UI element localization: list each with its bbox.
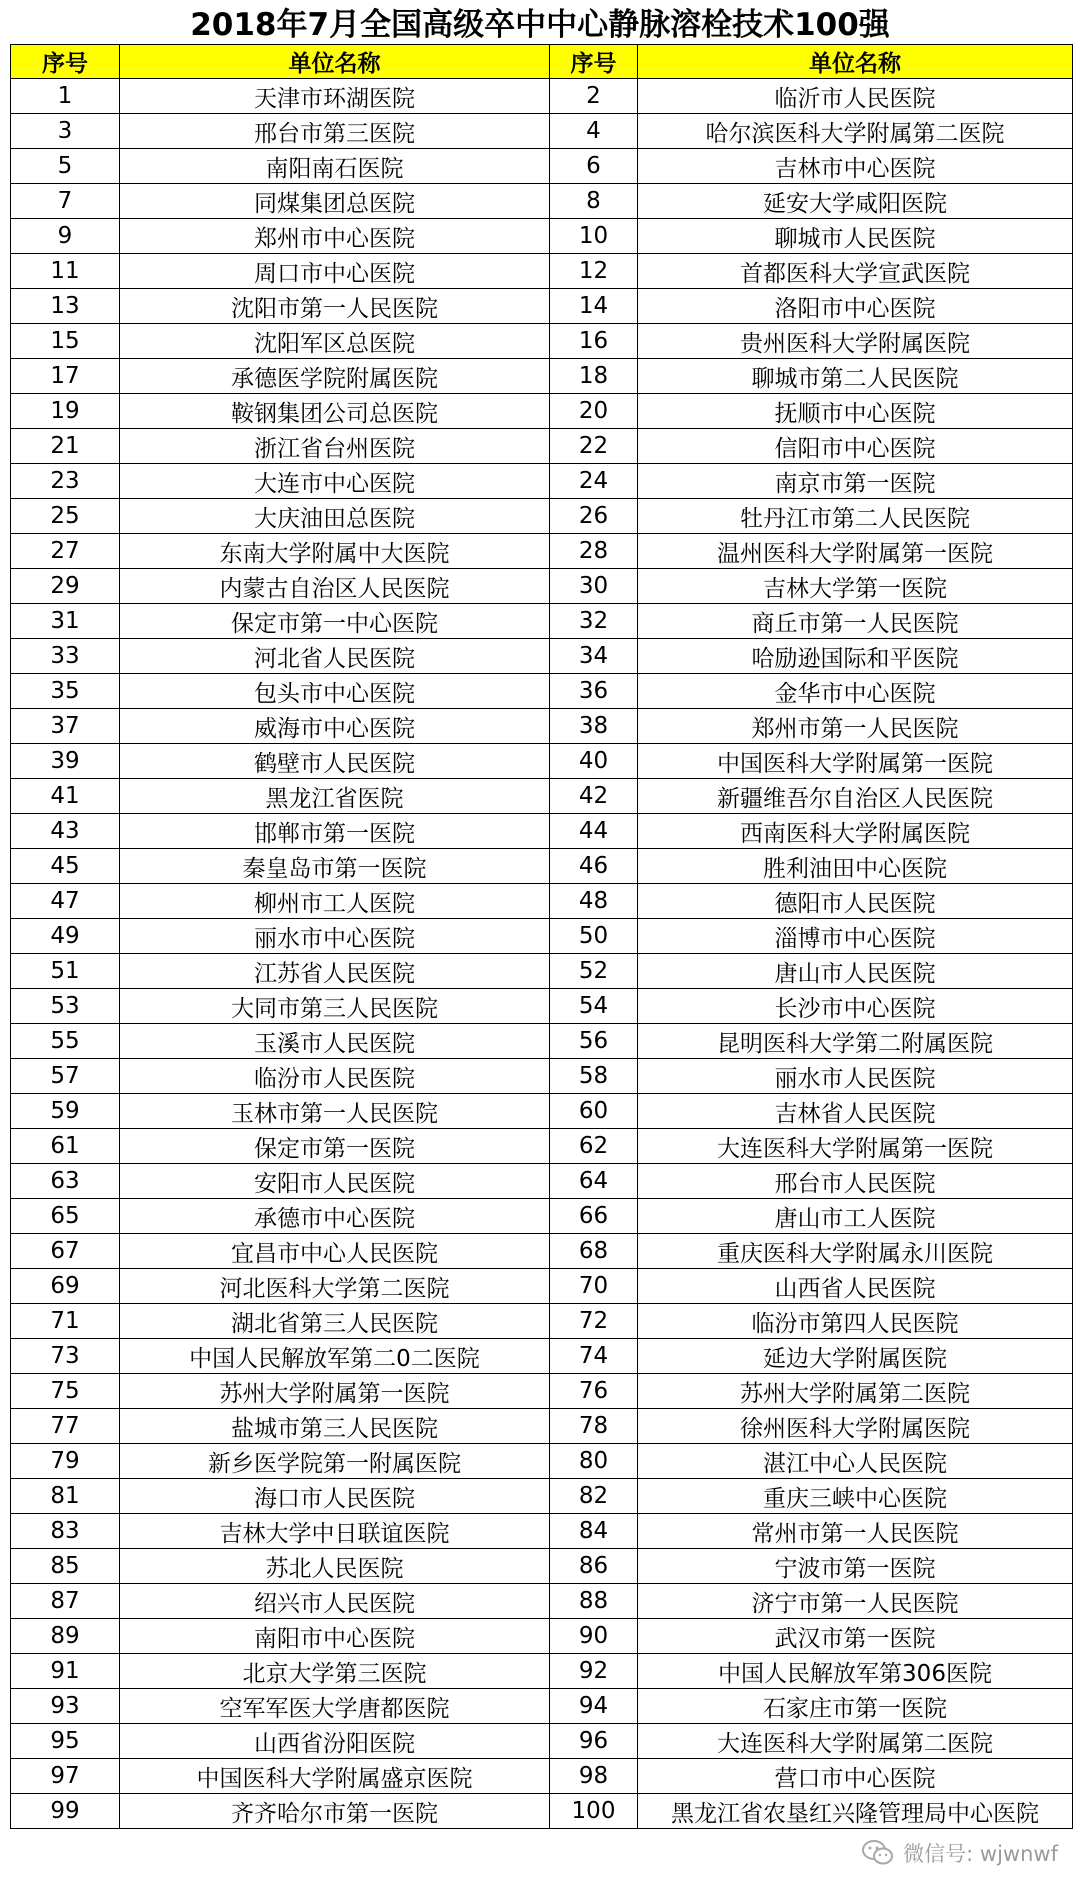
rank-cell: 53	[11, 989, 120, 1024]
hospital-name-cell: 金华市中心医院	[638, 674, 1073, 709]
rank-cell: 70	[550, 1269, 638, 1304]
rank-cell: 97	[11, 1759, 120, 1794]
hospital-name-cell: 济宁市第一人民医院	[638, 1584, 1073, 1619]
rank-cell: 35	[11, 674, 120, 709]
hospital-name-cell: 温州医科大学附属第一医院	[638, 534, 1073, 569]
rank-cell: 68	[550, 1234, 638, 1269]
hospital-name-cell: 西南医科大学附属医院	[638, 814, 1073, 849]
hospital-name-cell: 齐齐哈尔市第一医院	[120, 1794, 550, 1829]
hospital-name-cell: 黑龙江省农垦红兴隆管理局中心医院	[638, 1794, 1073, 1829]
hospital-name-cell: 中国人民解放军第306医院	[638, 1654, 1073, 1689]
hospital-name-cell: 抚顺市中心医院	[638, 394, 1073, 429]
rank-cell: 94	[550, 1689, 638, 1724]
rank-cell: 1	[11, 79, 120, 114]
rank-cell: 52	[550, 954, 638, 989]
rank-cell: 64	[550, 1164, 638, 1199]
table-row	[11, 1374, 1073, 1409]
hospital-name-cell: 海口市人民医院	[120, 1479, 550, 1514]
table-row	[11, 849, 1073, 884]
hospital-name-cell: 大连医科大学附属第二医院	[638, 1724, 1073, 1759]
rank-cell: 87	[11, 1584, 120, 1619]
rank-cell: 56	[550, 1024, 638, 1059]
table-row	[11, 1689, 1073, 1724]
hospital-name-cell: 中国医科大学附属第一医院	[638, 744, 1073, 779]
hospital-name-cell: 哈励逊国际和平医院	[638, 639, 1073, 674]
table-row	[11, 1444, 1073, 1479]
table-row	[11, 1514, 1073, 1549]
header-rank-right: 序号	[550, 45, 638, 79]
hospital-name-cell: 承德市中心医院	[120, 1199, 550, 1234]
hospital-name-cell: 鹤壁市人民医院	[120, 744, 550, 779]
rank-cell: 85	[11, 1549, 120, 1584]
ranking-table	[10, 44, 1073, 1829]
hospital-name-cell: 胜利油田中心医院	[638, 849, 1073, 884]
rank-cell: 11	[11, 254, 120, 289]
hospital-name-cell: 信阳市中心医院	[638, 429, 1073, 464]
hospital-name-cell: 山西省人民医院	[638, 1269, 1073, 1304]
hospital-name-cell: 秦皇岛市第一医院	[120, 849, 550, 884]
rank-cell: 24	[550, 464, 638, 499]
header-rank-left: 序号	[11, 45, 120, 79]
table-row	[11, 1794, 1073, 1829]
hospital-name-cell: 吉林市中心医院	[638, 149, 1073, 184]
hospital-name-cell: 聊城市第二人民医院	[638, 359, 1073, 394]
table-row	[11, 639, 1073, 674]
table-row	[11, 814, 1073, 849]
header-name-left: 单位名称	[120, 45, 550, 79]
table-row	[11, 569, 1073, 604]
table-row	[11, 1269, 1073, 1304]
rank-cell: 96	[550, 1724, 638, 1759]
table-row	[11, 954, 1073, 989]
wechat-icon	[861, 1839, 895, 1867]
rank-cell: 15	[11, 324, 120, 359]
hospital-name-cell: 邢台市人民医院	[638, 1164, 1073, 1199]
table-row	[11, 114, 1073, 149]
hospital-name-cell: 威海市中心医院	[120, 709, 550, 744]
table-row	[11, 499, 1073, 534]
hospital-name-cell: 北京大学第三医院	[120, 1654, 550, 1689]
hospital-name-cell: 安阳市人民医院	[120, 1164, 550, 1199]
rank-cell: 55	[11, 1024, 120, 1059]
rank-cell: 95	[11, 1724, 120, 1759]
table-row	[11, 989, 1073, 1024]
rank-cell: 49	[11, 919, 120, 954]
rank-cell: 54	[550, 989, 638, 1024]
watermark-text: 微信号: wjwnwf	[903, 1842, 1058, 1866]
rank-cell: 4	[550, 114, 638, 149]
rank-cell: 46	[550, 849, 638, 884]
hospital-name-cell: 长沙市中心医院	[638, 989, 1073, 1024]
rank-cell: 43	[11, 814, 120, 849]
hospital-name-cell: 昆明医科大学第二附属医院	[638, 1024, 1073, 1059]
hospital-name-cell: 郑州市中心医院	[120, 219, 550, 254]
table-row	[11, 1024, 1073, 1059]
hospital-name-cell: 南京市第一医院	[638, 464, 1073, 499]
table-row	[11, 1619, 1073, 1654]
rank-cell: 19	[11, 394, 120, 429]
hospital-name-cell: 黑龙江省医院	[120, 779, 550, 814]
hospital-name-cell: 常州市第一人民医院	[638, 1514, 1073, 1549]
rank-cell: 2	[550, 79, 638, 114]
rank-cell: 76	[550, 1374, 638, 1409]
table-body	[11, 79, 1073, 1829]
rank-cell: 28	[550, 534, 638, 569]
hospital-name-cell: 空军军医大学唐都医院	[120, 1689, 550, 1724]
rank-cell: 86	[550, 1549, 638, 1584]
rank-cell: 75	[11, 1374, 120, 1409]
hospital-name-cell: 柳州市工人医院	[120, 884, 550, 919]
rank-cell: 60	[550, 1094, 638, 1129]
hospital-name-cell: 江苏省人民医院	[120, 954, 550, 989]
page-title: 2018年7月全国高级卒中中心静脉溶栓技术100强	[190, 7, 890, 43]
hospital-name-cell: 鞍钢集团公司总医院	[120, 394, 550, 429]
rank-cell: 90	[550, 1619, 638, 1654]
hospital-name-cell: 天津市环湖医院	[120, 79, 550, 114]
rank-cell: 14	[550, 289, 638, 324]
hospital-name-cell: 沈阳军区总医院	[120, 324, 550, 359]
hospital-name-cell: 大同市第三人民医院	[120, 989, 550, 1024]
table-row	[11, 1094, 1073, 1129]
table-row	[11, 254, 1073, 289]
table-header-row	[11, 45, 1073, 79]
table-row	[11, 919, 1073, 954]
hospital-name-cell: 苏北人民医院	[120, 1549, 550, 1584]
rank-cell: 5	[11, 149, 120, 184]
rank-cell: 69	[11, 1269, 120, 1304]
rank-cell: 98	[550, 1759, 638, 1794]
table-row	[11, 884, 1073, 919]
rank-cell: 31	[11, 604, 120, 639]
rank-cell: 57	[11, 1059, 120, 1094]
rank-cell: 74	[550, 1339, 638, 1374]
table-row	[11, 1164, 1073, 1199]
hospital-name-cell: 绍兴市人民医院	[120, 1584, 550, 1619]
hospital-name-cell: 宁波市第一医院	[638, 1549, 1073, 1584]
rank-cell: 44	[550, 814, 638, 849]
rank-cell: 50	[550, 919, 638, 954]
hospital-name-cell: 湛江中心人民医院	[638, 1444, 1073, 1479]
rank-cell: 7	[11, 184, 120, 219]
table-row	[11, 674, 1073, 709]
table-row	[11, 604, 1073, 639]
rank-cell: 16	[550, 324, 638, 359]
table-row	[11, 184, 1073, 219]
table-row	[11, 1724, 1073, 1759]
rank-cell: 9	[11, 219, 120, 254]
rank-cell: 37	[11, 709, 120, 744]
rank-cell: 40	[550, 744, 638, 779]
table-row	[11, 1549, 1073, 1584]
hospital-name-cell: 牡丹江市第二人民医院	[638, 499, 1073, 534]
hospital-name-cell: 包头市中心医院	[120, 674, 550, 709]
rank-cell: 51	[11, 954, 120, 989]
rank-cell: 26	[550, 499, 638, 534]
hospital-name-cell: 玉溪市人民医院	[120, 1024, 550, 1059]
rank-cell: 47	[11, 884, 120, 919]
rank-cell: 22	[550, 429, 638, 464]
hospital-name-cell: 武汉市第一医院	[638, 1619, 1073, 1654]
rank-cell: 32	[550, 604, 638, 639]
hospital-name-cell: 吉林省人民医院	[638, 1094, 1073, 1129]
rank-cell: 62	[550, 1129, 638, 1164]
rank-cell: 93	[11, 1689, 120, 1724]
table-row	[11, 1759, 1073, 1794]
table-row	[11, 1409, 1073, 1444]
hospital-name-cell: 湖北省第三人民医院	[120, 1304, 550, 1339]
hospital-name-cell: 内蒙古自治区人民医院	[120, 569, 550, 604]
hospital-name-cell: 吉林大学第一医院	[638, 569, 1073, 604]
hospital-name-cell: 东南大学附属中大医院	[120, 534, 550, 569]
rank-cell: 33	[11, 639, 120, 674]
rank-cell: 30	[550, 569, 638, 604]
rank-cell: 81	[11, 1479, 120, 1514]
hospital-name-cell: 延边大学附属医院	[638, 1339, 1073, 1374]
table-row	[11, 359, 1073, 394]
rank-cell: 21	[11, 429, 120, 464]
hospital-name-cell: 首都医科大学宣武医院	[638, 254, 1073, 289]
hospital-name-cell: 徐州医科大学附属医院	[638, 1409, 1073, 1444]
rank-cell: 58	[550, 1059, 638, 1094]
rank-cell: 83	[11, 1514, 120, 1549]
hospital-name-cell: 河北医科大学第二医院	[120, 1269, 550, 1304]
table-row	[11, 219, 1073, 254]
table-row	[11, 1479, 1073, 1514]
table-row	[11, 1584, 1073, 1619]
hospital-name-cell: 哈尔滨医科大学附属第二医院	[638, 114, 1073, 149]
hospital-name-cell: 浙江省台州医院	[120, 429, 550, 464]
hospital-name-cell: 商丘市第一人民医院	[638, 604, 1073, 639]
hospital-name-cell: 贵州医科大学附属医院	[638, 324, 1073, 359]
rank-cell: 34	[550, 639, 638, 674]
hospital-name-cell: 吉林大学中日联谊医院	[120, 1514, 550, 1549]
hospital-name-cell: 临汾市人民医院	[120, 1059, 550, 1094]
rank-cell: 77	[11, 1409, 120, 1444]
hospital-name-cell: 唐山市工人医院	[638, 1199, 1073, 1234]
rank-cell: 8	[550, 184, 638, 219]
hospital-name-cell: 大连市中心医院	[120, 464, 550, 499]
hospital-name-cell: 唐山市人民医院	[638, 954, 1073, 989]
rank-cell: 27	[11, 534, 120, 569]
rank-cell: 48	[550, 884, 638, 919]
table-row	[11, 1234, 1073, 1269]
hospital-name-cell: 大庆油田总医院	[120, 499, 550, 534]
rank-cell: 72	[550, 1304, 638, 1339]
hospital-name-cell: 沈阳市第一人民医院	[120, 289, 550, 324]
hospital-name-cell: 洛阳市中心医院	[638, 289, 1073, 324]
hospital-name-cell: 重庆医科大学附属永川医院	[638, 1234, 1073, 1269]
hospital-name-cell: 临沂市人民医院	[638, 79, 1073, 114]
rank-cell: 6	[550, 149, 638, 184]
hospital-name-cell: 淄博市中心医院	[638, 919, 1073, 954]
hospital-name-cell: 同煤集团总医院	[120, 184, 550, 219]
hospital-name-cell: 宜昌市中心人民医院	[120, 1234, 550, 1269]
rank-cell: 82	[550, 1479, 638, 1514]
table-row	[11, 1199, 1073, 1234]
rank-cell: 61	[11, 1129, 120, 1164]
hospital-name-cell: 玉林市第一人民医院	[120, 1094, 550, 1129]
rank-cell: 65	[11, 1199, 120, 1234]
rank-cell: 10	[550, 219, 638, 254]
hospital-name-cell: 苏州大学附属第一医院	[120, 1374, 550, 1409]
hospital-name-cell: 营口市中心医院	[638, 1759, 1073, 1794]
hospital-name-cell: 周口市中心医院	[120, 254, 550, 289]
rank-cell: 36	[550, 674, 638, 709]
rank-cell: 84	[550, 1514, 638, 1549]
rank-cell: 38	[550, 709, 638, 744]
rank-cell: 63	[11, 1164, 120, 1199]
hospital-name-cell: 邯郸市第一医院	[120, 814, 550, 849]
table-row	[11, 1059, 1073, 1094]
hospital-name-cell: 重庆三峡中心医院	[638, 1479, 1073, 1514]
rank-cell: 59	[11, 1094, 120, 1129]
hospital-name-cell: 石家庄市第一医院	[638, 1689, 1073, 1724]
hospital-name-cell: 临汾市第四人民医院	[638, 1304, 1073, 1339]
rank-cell: 78	[550, 1409, 638, 1444]
hospital-name-cell: 新疆维吾尔自治区人民医院	[638, 779, 1073, 814]
header-name-right: 单位名称	[638, 45, 1073, 79]
hospital-name-cell: 大连医科大学附属第一医院	[638, 1129, 1073, 1164]
rank-cell: 73	[11, 1339, 120, 1374]
rank-cell: 23	[11, 464, 120, 499]
table-row	[11, 324, 1073, 359]
table-row	[11, 429, 1073, 464]
rank-cell: 67	[11, 1234, 120, 1269]
hospital-name-cell: 聊城市人民医院	[638, 219, 1073, 254]
table-row	[11, 1339, 1073, 1374]
hospital-name-cell: 丽水市中心医院	[120, 919, 550, 954]
table-row	[11, 79, 1073, 114]
hospital-name-cell: 承德医学院附属医院	[120, 359, 550, 394]
rank-cell: 17	[11, 359, 120, 394]
table-row	[11, 744, 1073, 779]
hospital-name-cell: 苏州大学附属第二医院	[638, 1374, 1073, 1409]
rank-cell: 13	[11, 289, 120, 324]
rank-cell: 12	[550, 254, 638, 289]
hospital-name-cell: 河北省人民医院	[120, 639, 550, 674]
table-row	[11, 1129, 1073, 1164]
hospital-name-cell: 延安大学咸阳医院	[638, 184, 1073, 219]
rank-cell: 29	[11, 569, 120, 604]
table-row	[11, 779, 1073, 814]
rank-cell: 100	[550, 1794, 638, 1829]
rank-cell: 41	[11, 779, 120, 814]
rank-cell: 39	[11, 744, 120, 779]
hospital-name-cell: 中国医科大学附属盛京医院	[120, 1759, 550, 1794]
table-row	[11, 464, 1073, 499]
rank-cell: 42	[550, 779, 638, 814]
rank-cell: 92	[550, 1654, 638, 1689]
table-row	[11, 1654, 1073, 1689]
wechat-watermark	[861, 1836, 1058, 1870]
table-row	[11, 709, 1073, 744]
hospital-name-cell: 保定市第一中心医院	[120, 604, 550, 639]
rank-cell: 79	[11, 1444, 120, 1479]
rank-cell: 89	[11, 1619, 120, 1654]
rank-cell: 99	[11, 1794, 120, 1829]
rank-cell: 25	[11, 499, 120, 534]
rank-cell: 71	[11, 1304, 120, 1339]
table-row	[11, 1304, 1073, 1339]
hospital-name-cell: 南阳南石医院	[120, 149, 550, 184]
hospital-name-cell: 山西省汾阳医院	[120, 1724, 550, 1759]
hospital-name-cell: 德阳市人民医院	[638, 884, 1073, 919]
hospital-name-cell: 丽水市人民医院	[638, 1059, 1073, 1094]
rank-cell: 20	[550, 394, 638, 429]
table-row	[11, 149, 1073, 184]
rank-cell: 88	[550, 1584, 638, 1619]
rank-cell: 66	[550, 1199, 638, 1234]
rank-cell: 91	[11, 1654, 120, 1689]
hospital-name-cell: 邢台市第三医院	[120, 114, 550, 149]
rank-cell: 45	[11, 849, 120, 884]
hospital-name-cell: 南阳市中心医院	[120, 1619, 550, 1654]
hospital-name-cell: 新乡医学院第一附属医院	[120, 1444, 550, 1479]
rank-cell: 18	[550, 359, 638, 394]
hospital-name-cell: 中国人民解放军第二0二医院	[120, 1339, 550, 1374]
hospital-name-cell: 郑州市第一人民医院	[638, 709, 1073, 744]
hospital-name-cell: 保定市第一医院	[120, 1129, 550, 1164]
rank-cell: 3	[11, 114, 120, 149]
hospital-name-cell: 盐城市第三人民医院	[120, 1409, 550, 1444]
table-row	[11, 289, 1073, 324]
table-row	[11, 534, 1073, 569]
rank-cell: 80	[550, 1444, 638, 1479]
table-row	[11, 394, 1073, 429]
